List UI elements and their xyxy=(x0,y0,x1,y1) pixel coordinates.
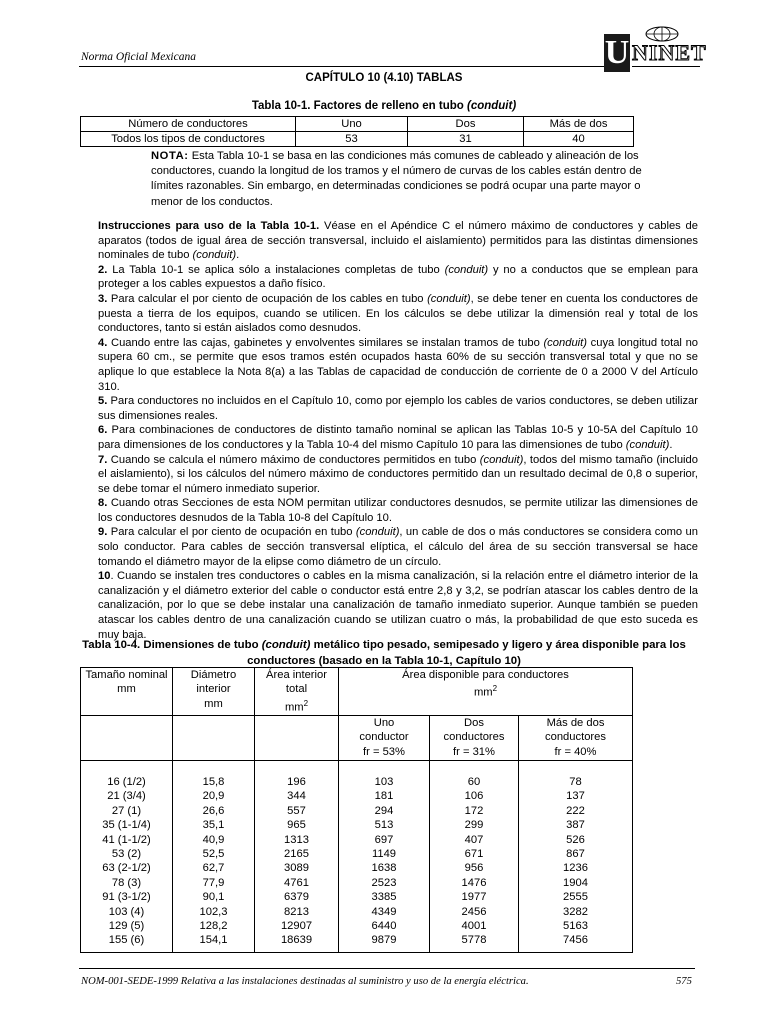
table-cell: 60 xyxy=(467,775,481,788)
table-cell: 344 xyxy=(287,790,306,803)
instruction-paragraph: Instrucciones para uso de la Tabla 10-1. Véase en el Apéndice C el número máximo de conductores y cables de aparatos (todos de igual área de sección transversal, incluido el aislamiento) permitidos para las distintas dimensiones nominales de tubo (conduit). xyxy=(98,220,698,262)
table-cell: 526 xyxy=(566,833,585,846)
column-diameter xyxy=(173,760,255,952)
table-10-4 xyxy=(80,667,633,953)
table-cell: 103 xyxy=(374,775,394,788)
table-cell: 63 (2-1/2) xyxy=(102,862,151,875)
column-nominal xyxy=(81,760,173,952)
table-cell: 294 xyxy=(374,804,394,817)
header-nominal-size: Tamaño nominal mm xyxy=(81,668,173,716)
table-cell: 671 xyxy=(464,847,484,860)
header-inner-diameter: Diámetro interior mm xyxy=(173,668,255,716)
table-cell: 53 (2) xyxy=(111,847,142,860)
table-cell: 2555 xyxy=(563,891,588,904)
table-cell: 697 xyxy=(374,833,394,846)
instruction-paragraph: 8. Cuando otras Secciones de esta NOM permitan utilizar conductores desnudos, se permite utilizar las dimensiones de los conductores desnudos de la Tabla 10-8 del Capítulo 10. xyxy=(98,497,698,524)
table-cell: 299 xyxy=(464,819,484,832)
logo-underline xyxy=(632,66,700,67)
table-cell: 5778 xyxy=(461,934,487,947)
instruction-paragraph: 7. Cuando se calcula el número máximo de conductores permitidos en tubo (conduit), todos del mismo tamaño (incluido el aislamiento), si los cálculos del número máximo de conductores permitido dan un resultado decimal de 0,8 o superior, se debe tomar el número inmediato superior. xyxy=(98,453,698,495)
table-cell: 9879 xyxy=(371,934,397,947)
table-cell: 1313 xyxy=(284,833,309,846)
empty-cell xyxy=(81,715,173,760)
table-cell: 6440 xyxy=(371,920,397,933)
table1-cell: 31 xyxy=(408,132,524,147)
table-cell: 106 xyxy=(464,790,484,803)
table1-header-row xyxy=(81,117,634,132)
table-cell: 867 xyxy=(566,847,585,860)
column-mas xyxy=(519,760,633,952)
table-cell: 172 xyxy=(464,804,484,817)
table-cell: 103 (4) xyxy=(108,905,145,918)
table-cell: 78 (3) xyxy=(111,876,142,889)
table-cell: 4761 xyxy=(284,876,309,889)
table1-cell: Todos los tipos de conductores xyxy=(81,132,296,147)
instruction-paragraph: 3. Para calcular el por ciento de ocupación de los cables en tubo (conduit), se debe tener en cuenta los conductores de puesta a tierra de los equipos, cuando se utilicen. En los cálculos se debe utilizar la dimensión real y total de los conductores, tanto si están aislados como desnudos. xyxy=(98,292,698,335)
table-cell: 35,1 xyxy=(202,819,225,832)
table-cell: 5163 xyxy=(563,920,588,933)
table-cell: 1638 xyxy=(371,862,397,875)
table-cell: 181 xyxy=(374,790,394,803)
subheader-dos: Dos conductores fr = 31% xyxy=(430,715,519,760)
table-cell: 3385 xyxy=(371,891,397,904)
table-cell: 20,9 xyxy=(202,790,225,803)
table-cell: 387 xyxy=(566,819,585,832)
footer-text: NOM-001-SEDE-1999 Relativa a las instalaciones destinadas al suministro y uso de la energía eléctrica. xyxy=(81,976,529,987)
table-cell: 407 xyxy=(464,833,484,846)
table-cell: 6379 xyxy=(284,891,309,904)
table-cell: 4001 xyxy=(461,920,487,933)
table-cell: 137 xyxy=(566,790,585,803)
table-cell: 21 (3/4) xyxy=(107,790,146,803)
table-cell: 1236 xyxy=(563,862,588,875)
instruction-paragraph: 2. La Tabla 10-1 se aplica sólo a instalaciones completas de tubo (conduit) y no a conductos que se emplean para proteger a los cables expuestos a daño físico. xyxy=(98,263,698,291)
table-cell: 965 xyxy=(287,819,306,832)
table-cell: 155 (6) xyxy=(108,934,145,947)
header-inner-area: Área interior total $mm^2$ xyxy=(255,668,339,716)
instruction-paragraph: 9. Para calcular el por ciento de ocupación en tubo (conduit), un cable de dos o más conductores se considera como un solo conductor. Para cables de sección transversal elíptica, el cálculo del área de su sección transversal se hace tomando el diámetro mayor de la elipse como diámetro de un círculo. xyxy=(98,526,698,568)
table-cell: 222 xyxy=(566,804,585,817)
table1-header-cell: Dos xyxy=(408,117,524,132)
page-number: 575 xyxy=(676,976,692,987)
table-cell: 12907 xyxy=(280,920,313,933)
table-cell: 196 xyxy=(287,775,306,788)
table-cell: 90,1 xyxy=(202,891,225,904)
nota-paragraph xyxy=(151,149,656,210)
column-uno xyxy=(339,760,430,952)
chapter-title: CAPÍTULO 10 (4.10) TABLAS xyxy=(305,72,463,84)
table4-header-row xyxy=(81,668,633,716)
table-cell: 27 (1) xyxy=(111,804,142,817)
instructions-body xyxy=(98,219,698,642)
table-cell: 4349 xyxy=(371,905,397,918)
instruction-paragraph: 4. Cuando entre las cajas, gabinetes y envolventes similares se instalan tramos de tubo (conduit) cuya longitud total no supera 60 cm., se permite que esos tramos estén ocupados hasta 60% de su sección transversal total y que no se aplique lo que establece la Nota 8(a) a las Tablas de capacidad de conducción de corriente de 0 a 2000 V del Artículo 310. xyxy=(98,336,699,393)
table-cell: 16 (1/2) xyxy=(107,775,146,788)
table-cell: 3089 xyxy=(284,862,309,875)
table-10-1 xyxy=(80,116,634,147)
column-dos xyxy=(430,760,519,952)
empty-cell xyxy=(255,715,339,760)
table-cell: 26,6 xyxy=(202,804,225,817)
table-cell: 78 xyxy=(569,775,582,788)
table1-header-cell: Uno xyxy=(296,117,408,132)
table-cell: 1149 xyxy=(371,847,397,860)
table-cell: 1977 xyxy=(461,891,487,904)
table1-header-cell: Más de dos xyxy=(524,117,634,132)
nota-label: NOTA: xyxy=(151,150,189,162)
table-cell: 35 (1-1/4) xyxy=(102,819,151,832)
header-title: Norma Oficial Mexicana xyxy=(81,51,196,63)
column-area xyxy=(255,760,339,952)
table-cell: 62,7 xyxy=(202,862,225,875)
table-cell: 2165 xyxy=(284,847,309,860)
header-available-area: Área disponible para conductores $mm^2$ xyxy=(339,668,633,716)
table-cell: 128,2 xyxy=(199,920,228,933)
table-cell: 2456 xyxy=(461,905,487,918)
uninet-logo xyxy=(604,26,707,74)
table-cell: 3282 xyxy=(563,905,588,918)
table-cell: 41 (1-1/2) xyxy=(102,833,151,846)
nota-text: Esta Tabla 10-1 se basa en las condiciones más comunes de cableado y alineación de los conductores, cuando la longitud de los tramos y el número de curvas de los cables están dentro de límites razonables. Sin embargo, en determinadas condiciones se podrá ocupar una parte mayor o menor de los conductos. xyxy=(151,150,642,208)
table-cell: 129 (5) xyxy=(108,920,145,933)
subheader-mas-de-dos: Más de dos conductores fr = 40% xyxy=(519,715,633,760)
logo-initial: U xyxy=(604,34,630,71)
table-cell: 91 (3-1/2) xyxy=(102,891,151,904)
footer-rule xyxy=(79,968,695,969)
table4-subheader-row xyxy=(81,715,633,760)
header-rule xyxy=(79,66,605,67)
table4-caption: Tabla 10-4. Dimensiones de tubo (conduit) metálico tipo pesado, semipesado y ligero y área disponible para los conductores (basado en la Tabla 10-1, Capítulo 10) xyxy=(82,639,686,667)
logo-text: NINET xyxy=(632,40,707,65)
table-cell: 77,9 xyxy=(202,876,225,889)
instruction-paragraph: 5. Para conductores no incluidos en el Capítulo 10, como por ejemplo los cables de varios conductores, se deben utilizar sus dimensiones reales. xyxy=(98,395,698,422)
table-cell: 513 xyxy=(374,819,394,832)
table4-data-row xyxy=(81,760,633,952)
table-cell: 1476 xyxy=(461,876,487,889)
instruction-paragraph: 6. Para combinaciones de conductores de distinto tamaño nominal se aplican las Tablas 10-5 y 10-5A del Capítulo 10 para dimensiones de los conductores y la Tabla 10-4 del mismo Capítulo 10 para las dimensiones de tubo (conduit). xyxy=(98,424,698,451)
instruction-paragraph: 10. Cuando se instalen tres conductores o cables en la misma canalización, si la relación entre el diámetro interior de la canalización y el diámetro exterior del cable o conductor está entre 2,8 y 3,2, se podrían atascar los cables dentro de la canalización, por lo que se debe instalar una canalización de tamaño inmediato superior. Aunque también se pueden atascar los cables dentro de una canalización cuando se utilizan cuatro o más, la probabilidad de que esto suceda es muy baja. xyxy=(98,570,698,641)
table-cell: 956 xyxy=(464,862,484,875)
table1-row xyxy=(81,132,634,147)
table-cell: 18639 xyxy=(280,934,313,947)
subheader-uno: Uno conductor fr = 53% xyxy=(339,715,430,760)
table-cell: 1904 xyxy=(563,876,588,889)
table1-cell: 40 xyxy=(524,132,634,147)
table-cell: 7456 xyxy=(563,934,588,947)
table-cell: 15,8 xyxy=(202,775,225,788)
table1-header-cell: Número de conductores xyxy=(81,117,296,132)
table-cell: 154,1 xyxy=(199,934,228,947)
table-cell: 40,9 xyxy=(202,833,225,846)
table-cell: 557 xyxy=(287,804,306,817)
table-cell: 2523 xyxy=(371,876,397,889)
table-cell: 52,5 xyxy=(202,847,225,860)
empty-cell xyxy=(173,715,255,760)
table1-caption: Tabla 10-1. Factores de relleno en tubo (conduit) xyxy=(251,100,517,112)
table-cell: 8213 xyxy=(284,905,309,918)
table-cell: 102,3 xyxy=(199,905,228,918)
table1-cell: 53 xyxy=(296,132,408,147)
